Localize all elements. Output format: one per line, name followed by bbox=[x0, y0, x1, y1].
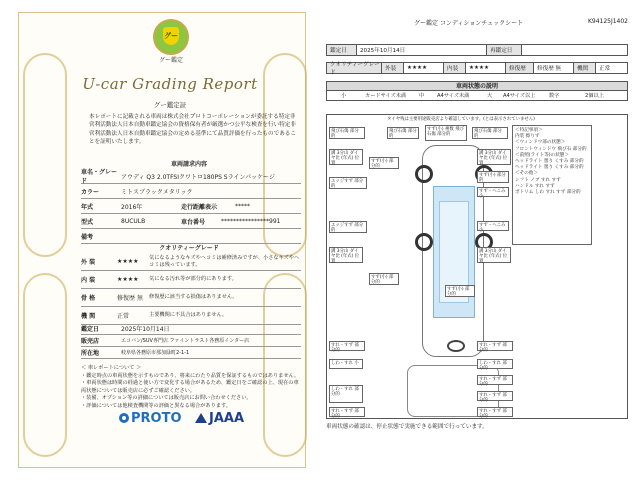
damage-box: すれ・すず 部分的 bbox=[477, 391, 513, 401]
note-item: ・車両状態は時間の経過と使い方で変化する場合があるため、鑑定日をご確認の上、現在の車両状態については販売店に必ずご確認ください。 bbox=[81, 380, 299, 394]
vehicle-row: 車名・グレード アウディ Q3 2.0TFSIクワトロ180PS Sラインパッケージ bbox=[81, 169, 301, 184]
damage-box: エッジすず 部分的 bbox=[329, 177, 367, 189]
info-table bbox=[81, 323, 301, 359]
damage-box: すず(小) 部分的 bbox=[477, 171, 509, 183]
tire-note: タイヤ残は主要用途販売店より確認しています。(とは表示されていません) bbox=[387, 117, 535, 122]
damage-box: 溝 3分山 ダイヤ比 (年式) 位置 bbox=[477, 247, 511, 263]
grade-row: 骨 格 修復歴 無 修復歴に該当する損傷はありません。 bbox=[81, 289, 301, 307]
damage-box: すれ・すず 部分的 bbox=[477, 375, 513, 385]
damage-box: しわ・すれ 小 bbox=[329, 359, 363, 369]
damage-box: すれ・すず 部分的 bbox=[329, 341, 365, 351]
grading-certificate bbox=[18, 12, 306, 468]
remarks-box: ＜特記事項＞ 内装 擦りず ＜ウィンドウ部の状態＞ フロントウィンドウ 飛び石 部分的 ＜前照(ライト等)の状態＞ ヘッドライト 曇り くすみ 部分的 ヘッドライト 曇り くすみ 部分的 ＜その他＞ シフト ノブ すれ すず ハンドル すれ すず ボトリム しわ すれ すず 部分的 bbox=[512, 125, 592, 245]
info-row: 鑑定日 2025年10月14日 bbox=[81, 323, 301, 335]
note-item: ・装備、オプション等の詳細については販売店にお問い合わせください。 bbox=[81, 395, 252, 402]
date-row: 鑑定日 2025年10月14日 再鑑定日 bbox=[326, 44, 628, 56]
grade-section-title: クオリティーグレード bbox=[159, 245, 219, 252]
report-notes bbox=[81, 365, 301, 411]
damage-box: エッジすず 部分的 bbox=[329, 221, 367, 233]
damage-box: しわ・すれ 部分的 bbox=[477, 359, 513, 369]
damage-box: すれ・すず 部分的 bbox=[477, 341, 513, 351]
certificate-subtitle: グー鑑定証 bbox=[153, 101, 187, 109]
steering-wheel-icon bbox=[447, 340, 465, 352]
condition-section-title: 車両状態の説明 bbox=[326, 81, 628, 91]
damage-box: 飛び石傷 部分的 bbox=[387, 127, 419, 139]
bottom-note: 車両状態の確認は、停止状態で実施できる範囲で行っています。 bbox=[326, 424, 488, 430]
damage-box: 溝 3分山 ダイヤ比 (年式) 位置 bbox=[477, 149, 511, 165]
tire-icon bbox=[415, 165, 433, 183]
grade-row: 外 装 ★★★★ 気になるようなキズやヘコミは補修済みですが、小さなキズやヘコミは残っています。 bbox=[81, 253, 301, 271]
damage-box: すず・へこみ 小 bbox=[477, 221, 509, 231]
damage-box: 飛び石傷 部分的 bbox=[472, 127, 508, 139]
logo-text: グー bbox=[164, 32, 178, 40]
damage-box: すれ・すず 部分的 bbox=[329, 407, 365, 417]
quality-row: クオリティーグレード 外装 ★★★★ 内装 ★★★★ 修復歴 修復歴 無 機関 正常 bbox=[326, 62, 628, 74]
vehicle-row: 型式 8UCULB 車台番号 ****************991 bbox=[81, 214, 301, 229]
vehicle-table bbox=[81, 169, 301, 244]
damage-box: 飛び石傷 部分的 bbox=[329, 127, 365, 139]
note-item: ・評価については他検査機関等の評価と異なる場合があります。 bbox=[81, 402, 231, 409]
damage-diagram bbox=[326, 114, 628, 419]
sheet-id: K94125J1402 bbox=[587, 18, 628, 25]
tire-icon bbox=[415, 233, 433, 251]
damage-box: すず・へこみ 小 bbox=[477, 187, 509, 197]
sheet-header bbox=[318, 14, 628, 30]
notes-title: ＜ 車レポートについて ＞ bbox=[81, 365, 142, 371]
damage-box: すず(小) 複数 飛び石傷 部分的 bbox=[425, 125, 467, 141]
certificate-body: 本レポートに記載される車両は株式会社プロトコーポレーションが委託する特定非営利活動法人日本自動車鑑定協会の資格保有者が厳選かつ公平な検査を行い特定非営利活動法人日本自動車鑑定協会の定める基準にて品質評価を行ったものであることを証明いたします。 bbox=[89, 114, 296, 146]
goo-logo bbox=[153, 19, 189, 55]
info-row: 所在地 岐阜県各務原市那加緑町2-1-1 bbox=[81, 347, 301, 359]
jaaa-logo: JAAA bbox=[195, 411, 244, 426]
note-item: ・鑑定時点の車両状態を示すものであり、将来にわたり品質を保証するものではありません。 bbox=[81, 372, 300, 379]
vehicle-row: 年式 2016年 走行距離表示 ***** bbox=[81, 199, 301, 214]
proto-logo: PROTO bbox=[119, 411, 182, 426]
grade-row: 機 関 正常 主要機関に不具合はありません。 bbox=[81, 307, 301, 325]
condition-check-sheet bbox=[318, 14, 628, 466]
grade-table bbox=[81, 253, 301, 325]
sheet-title: グー鑑定 コンディションチェックシート bbox=[414, 20, 524, 27]
logo-caption: グー鑑定 bbox=[158, 57, 183, 64]
vehicle-section-title: 車両請求内容 bbox=[170, 161, 207, 168]
damage-box: すず(小) 部分的 bbox=[369, 157, 399, 169]
damage-box: すれ・すず 部分的 bbox=[477, 407, 513, 417]
ornament-left-bottom bbox=[23, 273, 67, 457]
damage-box: 溝 3分山 ダイヤ比 (年式) 位置 bbox=[329, 149, 363, 165]
damage-box: しわ・すれ 部分的 bbox=[329, 385, 363, 403]
damage-box: 溝 3分山 ダイヤ比 (年式) 位置 bbox=[329, 247, 363, 263]
damage-box: すず(小) 部分的 bbox=[369, 273, 399, 285]
report-title: U-car Grading Report bbox=[82, 75, 258, 93]
jaaa-mark-icon bbox=[195, 413, 207, 423]
vehicle-row: カラー ミトスブラックメタリック bbox=[81, 184, 301, 199]
info-row: 販売店 エコバン/SUV専門店 ファイントラスト各務原インター店 bbox=[81, 335, 301, 347]
size-legend: 小 カードサイズ未満 中 A4サイズ未満 大 A4サイズ以上 数字 2個以上 bbox=[326, 91, 628, 101]
proto-mark-icon bbox=[119, 413, 129, 423]
grade-row: 内 装 ★★★★ 気になる汚れ等が部分的にあります。 bbox=[81, 271, 301, 289]
vehicle-row: 備考 bbox=[81, 229, 301, 244]
damage-box: すず(小) 部分的 bbox=[445, 285, 475, 297]
